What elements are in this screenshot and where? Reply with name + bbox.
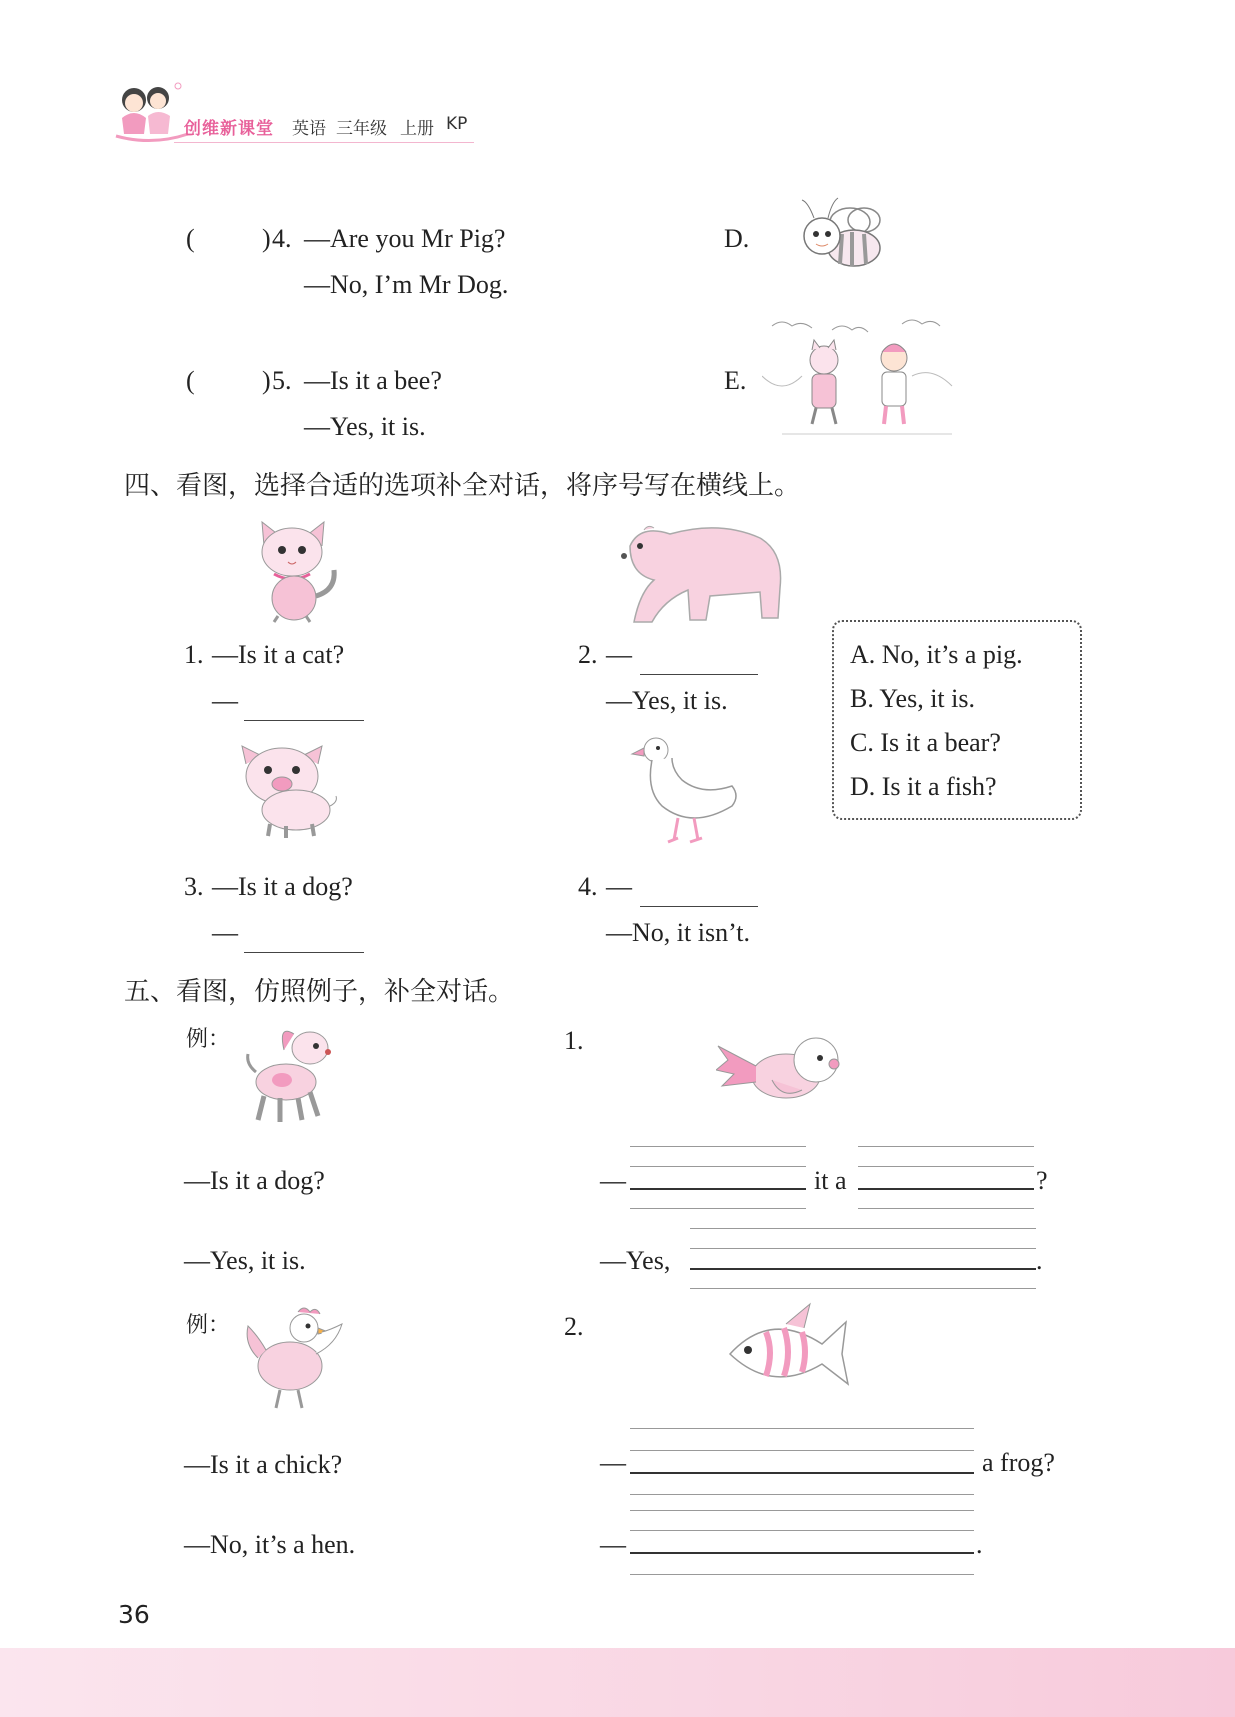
item-number: 5.: [272, 366, 292, 395]
task-end-text: ?: [1036, 1166, 1048, 1195]
example-question: —Is it a chick?: [184, 1450, 343, 1479]
answer-blank[interactable]: [640, 882, 758, 907]
task-period: .: [1036, 1246, 1043, 1275]
guide-line: [630, 1530, 974, 1531]
options-box: [832, 620, 1082, 820]
header-brand: 创维新课堂: [184, 119, 274, 139]
dialog-line: —Yes, it is.: [606, 686, 728, 715]
page-header: [112, 78, 672, 148]
option-d: D. Is it a fish?: [850, 772, 997, 801]
cat-and-boy-icon: [762, 316, 962, 446]
section3: [0, 200, 1235, 450]
dialog-dash: —: [606, 640, 632, 669]
dialog-dash: —: [212, 686, 238, 715]
example-answer: —No, it’s a hen.: [184, 1530, 356, 1559]
answer-paren-close: ): [262, 224, 271, 253]
guide-line: [630, 1166, 806, 1167]
guide-line: [690, 1288, 1036, 1289]
pig-icon: [232, 740, 342, 840]
answer-slot[interactable]: [200, 220, 260, 254]
fish-icon: [726, 1302, 856, 1398]
answer-paren-close: ): [262, 366, 271, 395]
answer-blank[interactable]: [640, 650, 758, 675]
item-number: 4.: [578, 872, 598, 901]
header-volume: 上册: [400, 119, 434, 139]
answer-blank[interactable]: [630, 1472, 974, 1474]
guide-line: [630, 1494, 974, 1495]
item-number: 4.: [272, 224, 292, 253]
option-c: C. Is it a bear?: [850, 728, 1001, 757]
dialog-dash: —: [212, 918, 238, 947]
answer-paren-open: (: [186, 366, 195, 395]
example-question: —Is it a dog?: [184, 1166, 325, 1195]
page-number: 36: [118, 1600, 150, 1629]
example-label: 例：: [186, 1027, 231, 1052]
goose-icon: [628, 732, 748, 852]
dialog-line: —No, it isn’t.: [606, 918, 750, 947]
answer-blank[interactable]: [630, 1188, 806, 1190]
guide-line: [858, 1146, 1034, 1147]
answer-blank[interactable]: [690, 1268, 1036, 1270]
kids-logo-icon: [112, 78, 192, 148]
header-edition: KP: [446, 114, 468, 134]
bird-icon: [716, 1020, 852, 1120]
answer-blank[interactable]: [244, 696, 364, 721]
option-a: A. No, it’s a pig.: [850, 640, 1023, 669]
dialog-yes: —Yes,: [600, 1246, 671, 1275]
guide-line: [858, 1166, 1034, 1167]
dialog-line: —Is it a dog?: [212, 872, 353, 901]
dialog-dash: —: [600, 1448, 626, 1477]
answer-text: —Yes, it is.: [304, 412, 426, 441]
guide-line: [690, 1248, 1036, 1249]
section5-heading: 五、看图，仿照例子，补全对话。: [124, 977, 515, 1006]
task-number: 1.: [564, 1026, 584, 1055]
guide-line: [630, 1146, 806, 1147]
header-rule: [174, 142, 474, 143]
dog-icon: [236, 1020, 346, 1130]
answer-blank[interactable]: [858, 1188, 1034, 1190]
guide-line: [630, 1208, 806, 1209]
dialog-dash: —: [606, 872, 632, 901]
item-number: 1.: [184, 640, 204, 669]
answer-slot[interactable]: [200, 362, 260, 396]
hen-icon: [240, 1304, 350, 1414]
task-mid-text: it a: [814, 1166, 847, 1195]
question-text: —Are you Mr Pig?: [304, 224, 506, 253]
guide-line: [690, 1228, 1036, 1229]
option-b: B. Yes, it is.: [850, 684, 975, 713]
guide-line: [630, 1574, 974, 1575]
guide-line: [630, 1510, 974, 1511]
header-subject: 英语: [292, 119, 326, 139]
section4-heading: 四、看图，选择合适的选项补全对话，将序号写在横线上。: [124, 471, 801, 500]
guide-line: [630, 1428, 974, 1429]
dialog-dash: —: [600, 1530, 626, 1559]
answer-blank[interactable]: [244, 928, 364, 953]
dialog-line: —Is it a cat?: [212, 640, 345, 669]
option-label: E.: [724, 366, 747, 395]
task-end-text: a frog?: [982, 1448, 1055, 1477]
task-period: .: [976, 1530, 983, 1559]
bear-icon: [610, 516, 790, 626]
item-number: 3.: [184, 872, 204, 901]
answer-text: —No, I’m Mr Dog.: [304, 270, 509, 299]
example-answer: —Yes, it is.: [184, 1246, 306, 1275]
answer-paren-open: (: [186, 224, 195, 253]
dialog-dash: —: [600, 1166, 626, 1195]
task-number: 2.: [564, 1312, 584, 1341]
footer-band: [0, 1648, 1235, 1717]
cat-icon: [244, 516, 344, 626]
answer-blank[interactable]: [630, 1552, 974, 1554]
question-text: —Is it a bee?: [304, 366, 442, 395]
header-grade: 三年级: [336, 119, 387, 139]
bee-icon: [790, 190, 890, 280]
example-label: 例：: [186, 1313, 231, 1338]
guide-line: [858, 1208, 1034, 1209]
guide-line: [630, 1450, 974, 1451]
item-number: 2.: [578, 640, 598, 669]
option-label: D.: [724, 224, 750, 253]
